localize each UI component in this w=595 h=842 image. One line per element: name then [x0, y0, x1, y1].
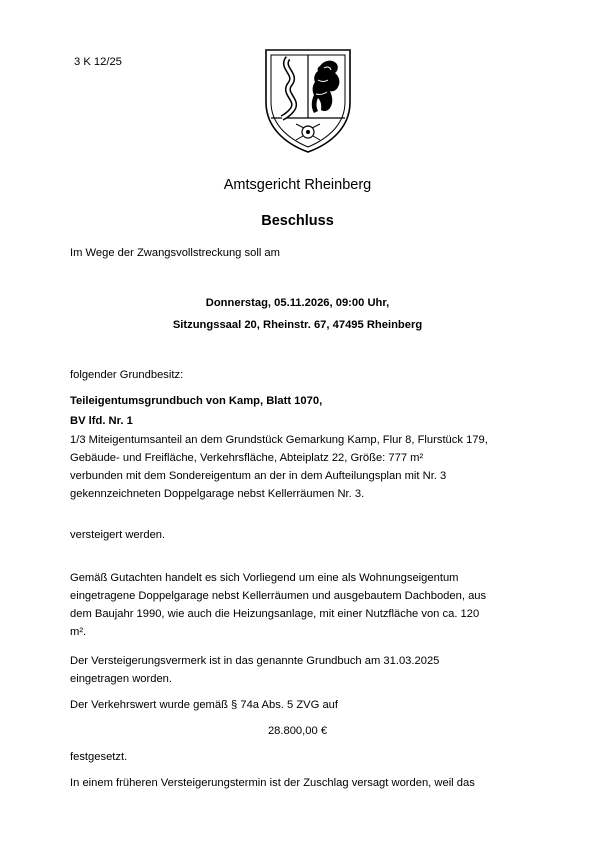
registration-line: Der Versteigerungsvermerk ist in das genannte Grundbuch am 31.03.2025	[70, 655, 440, 667]
previous-auction-text: In einem früheren Versteigerungstermin ist der Zuschlag versagt worden, weil das	[70, 777, 475, 789]
appraisal-line: eingetragene Doppelgarage nebst Kellerräumen und ausgebautem Dachboden, aus	[70, 590, 487, 602]
property-title-2: BV lfd. Nr. 1	[70, 415, 133, 427]
appraisal-line: m².	[70, 626, 87, 638]
property-desc-line: gekennzeichneten Doppelgarage nebst Kellerräumen Nr. 3.	[70, 488, 365, 500]
file-number: 3 K 12/25	[74, 56, 122, 68]
value-intro: Der Verkehrswert wurde gemäß § 74a Abs. 5 ZVG auf	[70, 699, 339, 711]
property-desc-line: verbunden mit dem Sondereigentum an der in dem Aufteilungsplan mit Nr. 3	[70, 470, 447, 482]
appraisal-line: Gemäß Gutachten handelt es sich Vorliegend um eine als Wohnungseigentum	[70, 572, 459, 584]
property-title-1: Teileigentumsgrundbuch von Kamp, Blatt 1070,	[70, 395, 323, 407]
auction-text: versteigert werden.	[70, 529, 166, 541]
market-value: 28.800,00 €	[267, 725, 328, 737]
coat-of-arms-icon	[258, 44, 358, 156]
court-name: Amtsgericht Rheinberg	[223, 177, 372, 193]
location-line: Sitzungssaal 20, Rheinstr. 67, 47495 Rheinberg	[172, 319, 423, 331]
appraisal-line: dem Baujahr 1990, wie auch die Heizungsanlage, mit einer Nutzfläche von ca. 120	[70, 608, 480, 620]
registration-line: eingetragen worden.	[70, 673, 173, 685]
intro-text: Im Wege der Zwangsvollstreckung soll am	[70, 247, 280, 259]
value-outro: festgesetzt.	[70, 751, 128, 763]
property-desc-line: 1/3 Miteigentumsanteil an dem Grundstück Gemarkung Kamp, Flur 8, Flurstück 179,	[70, 434, 488, 446]
property-intro: folgender Grundbesitz:	[70, 369, 184, 381]
property-desc-line: Gebäude- und Freifläche, Verkehrsfläche, Abteiplatz 22, Größe: 777 m²	[70, 452, 424, 464]
document-title: Beschluss	[261, 213, 334, 229]
date-line: Donnerstag, 05.11.2026, 09:00 Uhr,	[205, 297, 390, 309]
